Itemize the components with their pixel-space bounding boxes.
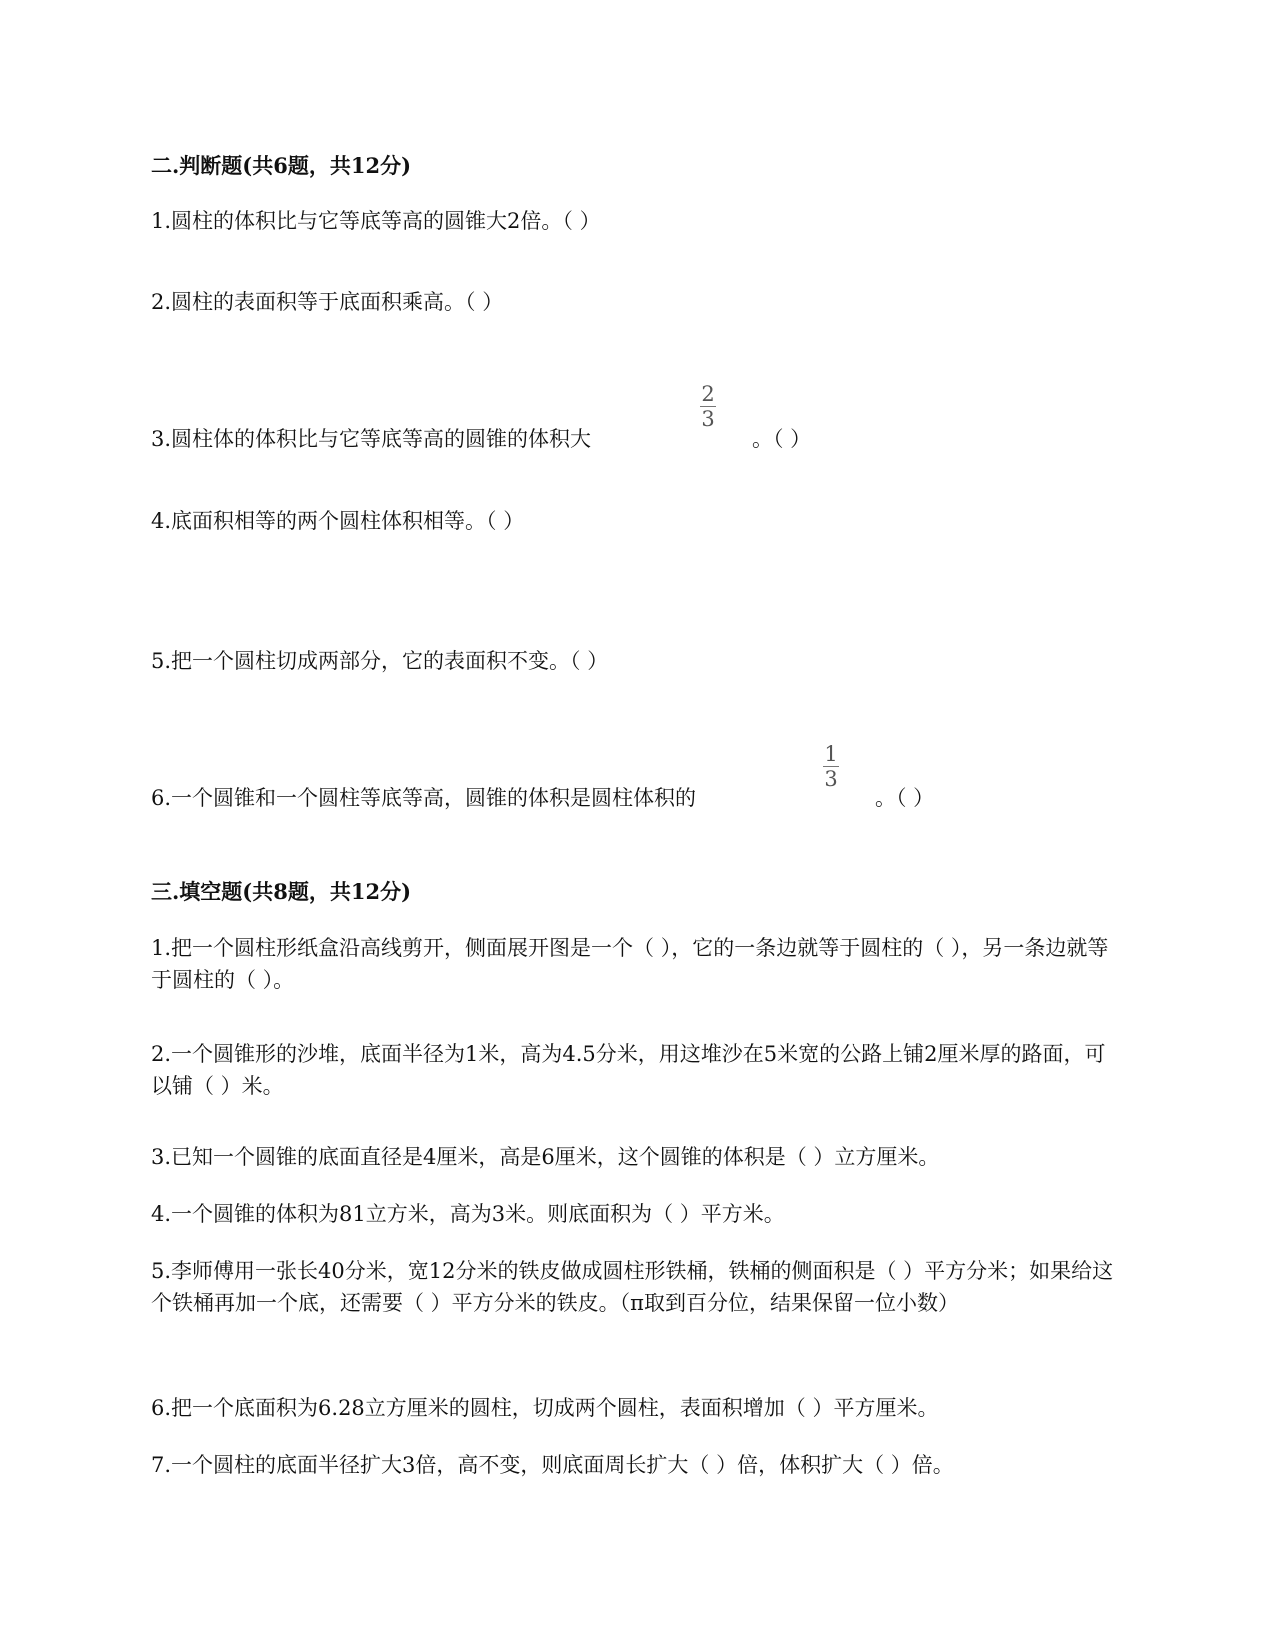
fill-question-2: 2.一个圆锥形的沙堆，底面半径为1米，高为4.5分米，用这堆沙在5米宽的公路上铺2厘米厚的路面，可以铺（ ）米。 — [151, 1042, 1106, 1098]
fill-question-6: 6.把一个底面积为6.28立方厘米的圆柱，切成两个圆柱，表面积增加（ ）平方厘米。 — [151, 1396, 939, 1420]
judgment-question-5: 5.把一个圆柱切成两部分，它的表面积不变。（ ） — [151, 649, 609, 673]
section-heading-judgment: 二.判断题(共6题，共12分) — [151, 153, 412, 178]
judgment-question-6-text: 6.一个圆锥和一个圆柱等底等高，圆锥的体积是圆柱体积的 — [151, 786, 697, 810]
fill-question-3: 3.已知一个圆锥的底面直径是4厘米，高是6厘米，这个圆锥的体积是（ ）立方厘米。 — [151, 1145, 940, 1169]
judgment-question-3-text: 3.圆柱体的体积比与它等底等高的圆锥的体积大 — [151, 427, 592, 451]
judgment-question-4: 4.底面积相等的两个圆柱体积相等。（ ） — [151, 509, 525, 533]
fill-question-7: 7.一个圆柱的底面半径扩大3倍，高不变，则底面周长扩大（ ）倍，体积扩大（ ）倍。 — [151, 1453, 954, 1477]
fraction-one-third — [823, 743, 839, 790]
fill-question-1: 1.把一个圆柱形纸盒沿高线剪开，侧面展开图是一个（ ），它的一条边就等于圆柱的（ ），另一条边就等于圆柱的（ ）。 — [151, 936, 1109, 992]
section-heading-fill-blank: 三.填空题(共8题，共12分) — [151, 879, 412, 904]
fill-question-5: 5.李师傅用一张长40分米，宽12分米的铁皮做成圆柱形铁桶，铁桶的侧面积是（ ）平方分米；如果给这个铁桶再加一个底，还需要（ ）平方分米的铁皮。（π取到百分位，结果保留一位小数） — [151, 1259, 1114, 1315]
fraction-two-thirds — [700, 383, 716, 430]
judgment-question-3-answer: 。（ ） — [752, 427, 812, 451]
judgment-question-2: 2.圆柱的表面积等于底面积乘高。（ ） — [151, 290, 504, 314]
fraction-denominator: 3 — [824, 767, 838, 791]
fraction-denominator: 3 — [701, 407, 715, 431]
fraction-numerator: 1 — [824, 742, 838, 766]
judgment-question-6-answer: 。（ ） — [875, 786, 935, 810]
fill-question-4: 4.一个圆锥的体积为81立方米，高为3米。则底面积为（ ）平方米。 — [151, 1202, 785, 1226]
judgment-question-1: 1.圆柱的体积比与它等底等高的圆锥大2倍。（ ） — [151, 209, 601, 233]
fraction-numerator: 2 — [701, 382, 715, 406]
